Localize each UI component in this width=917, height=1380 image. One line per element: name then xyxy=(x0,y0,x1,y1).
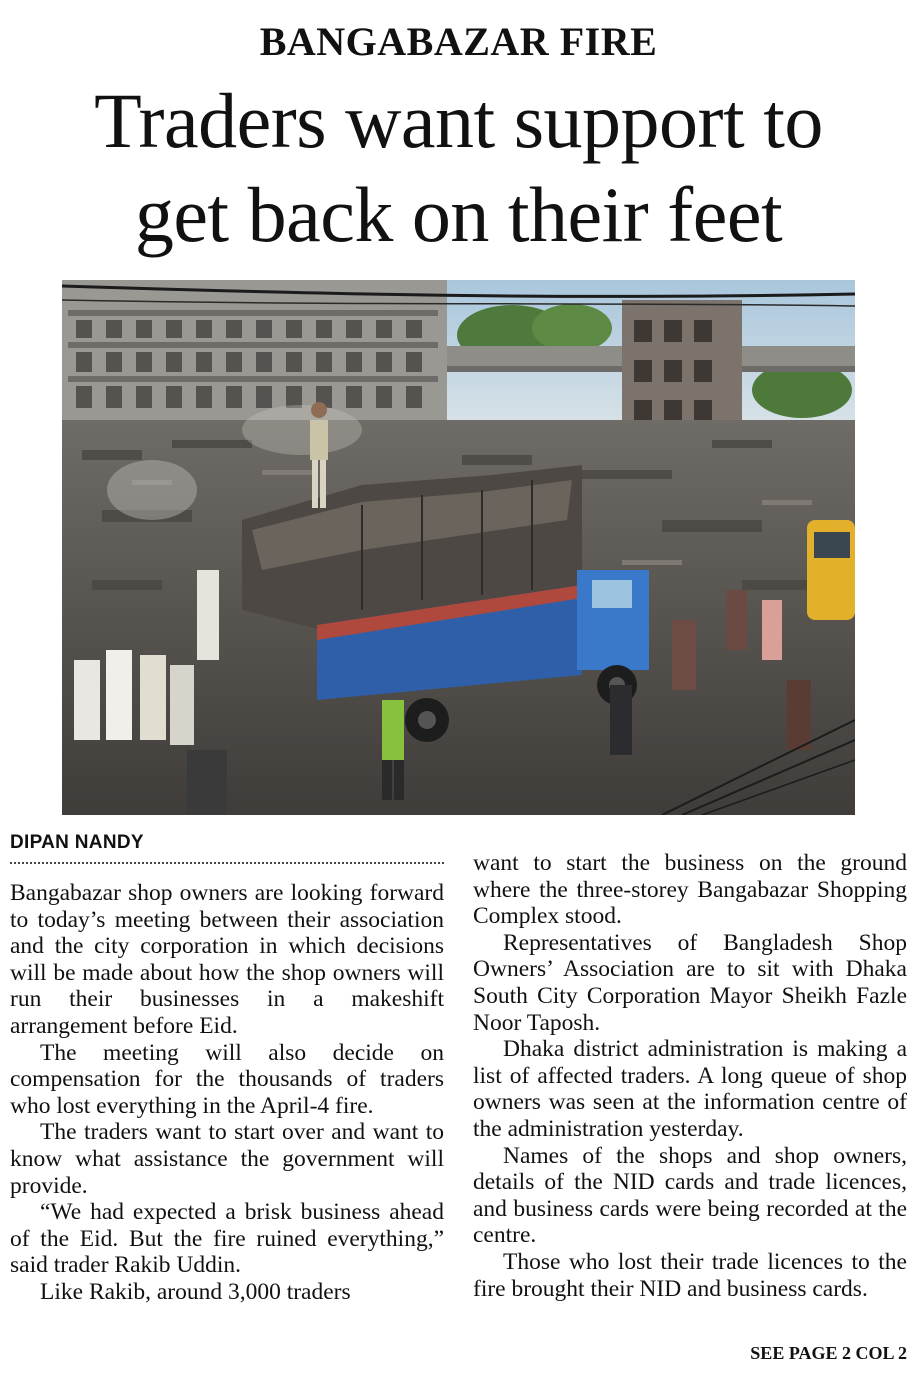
paragraph: Those who lost their trade licences to the fire brought their NID and business cards. xyxy=(473,1248,907,1302)
headline xyxy=(10,74,907,262)
article-column-1 xyxy=(10,880,444,1306)
continuation-jump: SEE PAGE 2 COL 2 xyxy=(750,1343,907,1363)
paragraph: want to start the business on the ground where the three-storey Bangabazar Shopping Complex stood. xyxy=(473,850,907,930)
kicker: BANGABAZAR FIRE xyxy=(259,19,658,64)
paragraph: Representatives of Bangladesh Shop Owners’ Association are to sit with Dhaka South City Corporation Mayor Sheikh Fazle Noor Taposh. xyxy=(473,929,907,1036)
paragraph: Like Rakib, around 3,000 traders xyxy=(40,1278,351,1305)
paragraph: “We had expected a brisk business ahead of the Eid. But the fire ruined everything,” said trader Rakib Uddin. xyxy=(10,1199,444,1279)
fire-scene-photo xyxy=(62,280,855,815)
paragraph: The traders want to start over and want to know what assistance the government will provide. xyxy=(10,1119,444,1199)
headline-line-1: Traders want support to xyxy=(94,77,823,164)
byline: DIPAN NANDY xyxy=(10,832,144,853)
fire-scene-illustration xyxy=(62,280,855,815)
byline-divider xyxy=(10,862,444,864)
paragraph: Dhaka district administration is making a list of affected traders. A long queue of shop owners was seen at the information centre of the administration yesterday. xyxy=(473,1036,907,1142)
paragraph: Names of the shops and shop owners, details of the NID cards and trade licences, and business cards were being recorded at the centre. xyxy=(473,1142,907,1249)
article-column-2 xyxy=(473,850,907,1302)
paragraph: Bangabazar shop owners are looking forward to today’s meeting between their association and the city corporation in which decisions will be made about how the shop owners will run their businesses in a makeshift arrangement before Eid. xyxy=(10,880,444,1039)
paragraph: The meeting will also decide on compensation for the thousands of traders who lost everything in the April-4 fire. xyxy=(10,1039,444,1119)
headline-line-2: get back on their feet xyxy=(134,171,783,258)
